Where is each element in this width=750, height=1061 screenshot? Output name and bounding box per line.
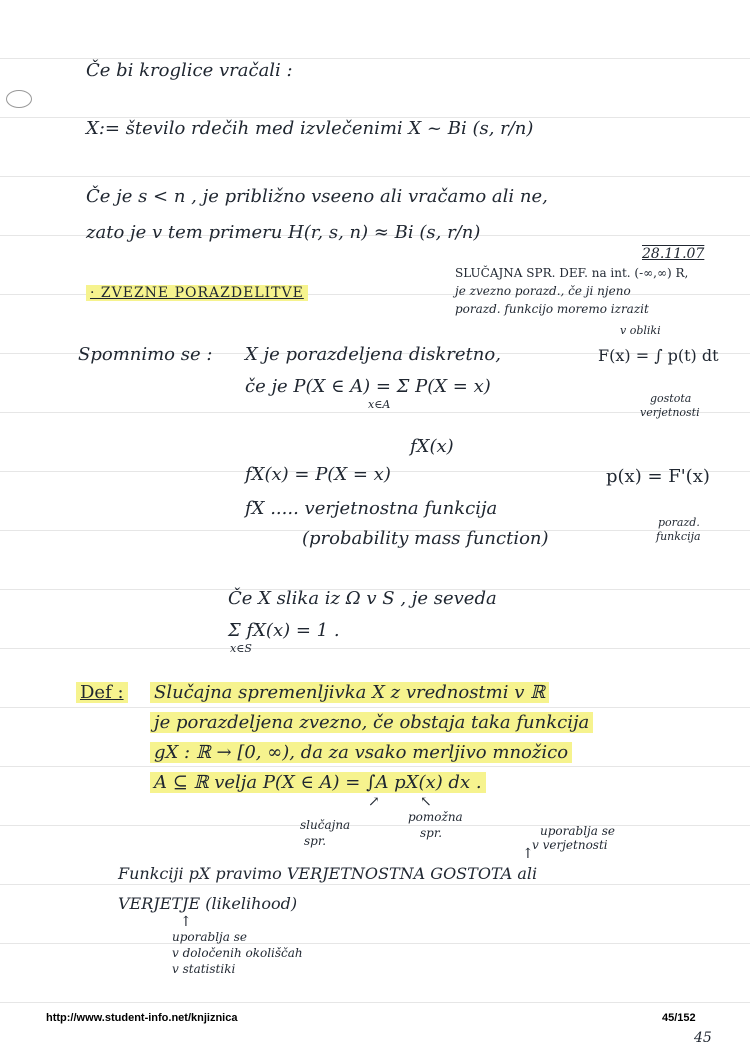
def-line-4: A ⊆ ℝ velja P(X ∈ A) = ∫A pX(x) dx . — [150, 772, 486, 793]
def-line-2: je porazdeljena zvezno, če obstaja taka funkcija — [150, 712, 593, 733]
line-approx: Če je s < n , je približno vseeno ali vračamo ali ne, — [86, 186, 548, 207]
annot-aux-var: pomožna — [408, 810, 463, 824]
line-discrete: X je porazdeljena diskretno, — [245, 344, 501, 365]
sum-one-subscript: x∈S — [230, 642, 252, 655]
line-hypergeom: zato je v tem primeru H(r, s, n) ≈ Bi (s, r/n) — [86, 222, 481, 243]
line-kroglice: Če bi kroglice vračali : — [86, 60, 293, 81]
side-cdf-formula: F(x) = ∫ p(t) dt — [598, 346, 719, 365]
side-note-3: porazd. funkcijo moremo izrazit — [455, 302, 649, 316]
line-omega: Če X slika iz Ω v S , je seveda — [228, 588, 497, 609]
line-likelihood: VERJETJE (likelihood) — [118, 894, 298, 913]
side-date: 28.11.07 — [642, 246, 705, 262]
side-pdf-formula: p(x) = F'(x) — [606, 466, 710, 487]
footer-page-count: 45/152 — [662, 1012, 696, 1024]
annot-prob-use: uporablja se — [540, 824, 615, 838]
side-note-porazd: porazd. — [658, 516, 700, 529]
footer-url: http://www.student-info.net/knjiznica — [46, 1012, 238, 1024]
annot-prob-use-2: v verjetnosti — [532, 838, 608, 852]
line-fx: fX(x) — [410, 436, 454, 457]
def-label: Def : — [76, 682, 128, 703]
side-note-funkcija: funkcija — [656, 530, 701, 543]
side-note-verjetnosti: verjetnosti — [640, 406, 700, 419]
line-pmf-english: (probability mass function) — [302, 528, 549, 549]
line-sum-prob: če je P(X ∈ A) = Σ P(X = x) — [245, 376, 491, 397]
line-density: Funkciji pX pravimo VERJETNOSTNA GOSTOTA ali — [118, 864, 538, 883]
side-note-4: v obliki — [620, 324, 661, 337]
line-spomnimo: Spomnimo se : — [78, 344, 213, 365]
arrow-up-left: ↗ — [368, 794, 380, 810]
annot-stats-1: uporablja se — [172, 930, 247, 944]
line-sum-one: Σ fX(x) = 1 . — [228, 620, 340, 641]
annot-stats-2: v določenih okoliščah — [172, 946, 303, 960]
line-pmf-name: fX ..... verjetnostna funkcija — [245, 498, 498, 519]
annot-stats-3: v statistiki — [172, 962, 236, 976]
line-fx-def: fX(x) = P(X = x) — [245, 464, 391, 485]
line-definition-x: X:= število rdečih med izvlečenimi X ~ Bi (s, r/n) — [86, 118, 534, 139]
arrow-stats-use: ↑ — [180, 914, 192, 930]
annot-random-var-2: spr. — [304, 834, 327, 848]
section-heading: · ZVEZNE PORAZDELITVE — [86, 285, 308, 301]
side-note-1: SLUČAJNA SPR. DEF. na int. (-∞,∞) R, — [455, 266, 689, 280]
def-line-1: Slučajna spremenljivka X z vrednostmi v ℝ — [150, 682, 549, 703]
annot-random-var: slučajna — [300, 818, 351, 832]
side-note-2: je zvezno porazd., če ji njeno — [455, 284, 631, 298]
annot-aux-var-2: spr. — [420, 826, 443, 840]
def-line-3: gX : ℝ → [0, ∞), da za vsako merljivo množico — [150, 742, 572, 763]
arrow-prob-use: ↑ — [522, 846, 534, 862]
arrow-up-right: ↖ — [420, 794, 432, 810]
sum-subscript: x∈A — [368, 398, 391, 411]
handwritten-page-number: 45 — [694, 1030, 712, 1046]
side-note-gostota: gostota — [650, 392, 692, 405]
punch-hole — [6, 90, 32, 108]
